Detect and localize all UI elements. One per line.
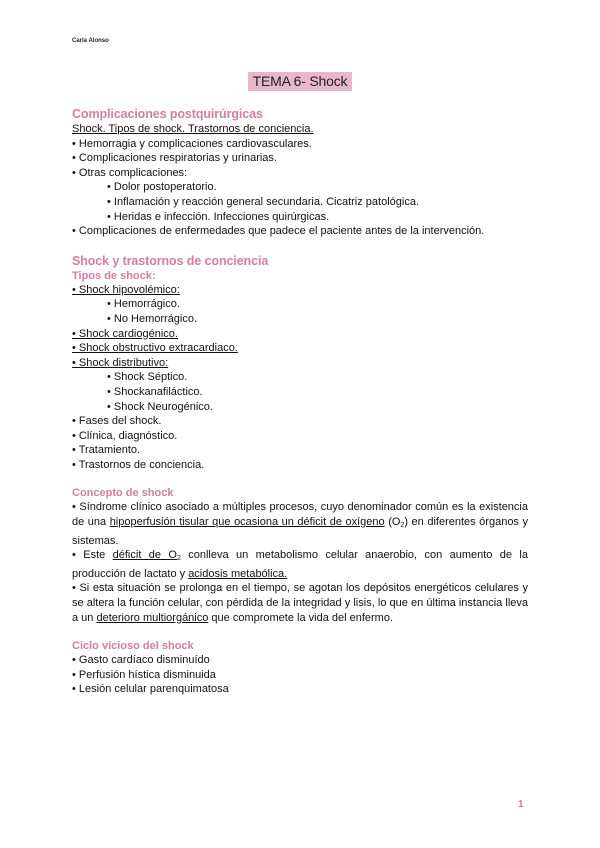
page-number: 1 bbox=[518, 799, 524, 810]
section-heading-shock-trastornos: Shock y trastornos de conciencia bbox=[72, 253, 269, 268]
document-body bbox=[72, 107, 528, 697]
list-item: • Trastornos de conciencia. bbox=[72, 458, 205, 471]
list-item-cardiogenico: • Shock cardiogénico. bbox=[72, 327, 178, 340]
text-run-underlined: deterioro multiorgánico bbox=[96, 611, 209, 624]
text-run-underlined: hipoperfusión tisular que ocasiona un déficit de oxígeno bbox=[109, 516, 385, 529]
list-subitem: • No Hemorrágico. bbox=[107, 312, 198, 325]
text-run-underlined: acidosis metabólica. bbox=[188, 567, 288, 580]
list-item: • Hemorragia y complicaciones cardiovasculares. bbox=[72, 137, 312, 150]
text-run: ) bbox=[404, 516, 408, 529]
spacer bbox=[72, 625, 528, 639]
text-run: • Si esta situación se prolonga en el tiempo, se agotan los depósitos energéticos celulares y se altera la función celular, con pérdida de la integridad y lisis, lo que en última instancia lleva a un bbox=[72, 582, 528, 624]
list-item-hipovolemico: • Shock hipovolémico: bbox=[72, 283, 180, 296]
list-item: • Fases del shock. bbox=[72, 415, 162, 428]
section-heading-complicaciones: Complicaciones postquirúrgicas bbox=[72, 107, 263, 121]
section-subheading-shock: Shock. Tipos de shock. Trastornos de conciencia. bbox=[72, 123, 314, 135]
text-run: en diferentes órganos y sistemas. bbox=[72, 516, 528, 547]
paragraph-concepto-1 bbox=[72, 500, 528, 548]
list-subitem: • Hemorrágico. bbox=[107, 298, 180, 311]
text-run: (O bbox=[388, 516, 401, 529]
list-item: • Complicaciones respiratorias y urinarias. bbox=[72, 152, 277, 165]
paragraph-concepto-2 bbox=[72, 548, 528, 581]
subscript: 2 bbox=[176, 555, 181, 563]
spacer bbox=[72, 239, 528, 254]
list-item: • Lesión celular parenquimatosa bbox=[72, 683, 229, 696]
text-run: conlleva un metabolismo celular anaerobio, con aumento de la producción de lactato y bbox=[72, 549, 528, 580]
list-item: • Clínica, diagnóstico. bbox=[72, 429, 178, 442]
list-item: • Tratamiento. bbox=[72, 444, 141, 457]
paragraph-concepto-3 bbox=[72, 581, 528, 625]
section-heading-concepto: Concepto de shock bbox=[72, 487, 174, 500]
text-run: que compromete la vida del enfermo. bbox=[208, 611, 394, 624]
list-subitem: • Dolor postoperatorio. bbox=[107, 181, 217, 194]
list-subitem: • Shockanafiláctico. bbox=[107, 385, 203, 398]
tipos-heading: Tipos de shock: bbox=[72, 269, 156, 282]
subscript: 2 bbox=[400, 522, 405, 530]
list-subitem: • Shock Séptico. bbox=[107, 371, 188, 384]
list-item: • Otras complicaciones: bbox=[72, 166, 188, 179]
list-item: • Perfusión hística disminuida bbox=[72, 668, 216, 681]
text-run: déficit de O bbox=[112, 549, 177, 562]
text-run: • Síndrome clínico asociado a múltiples procesos, cuyo denominador común es la existencia de una bbox=[72, 501, 528, 529]
title-container bbox=[0, 72, 600, 91]
section-heading-ciclo: Ciclo vicioso del shock bbox=[72, 640, 194, 653]
spacer bbox=[72, 472, 528, 486]
list-item-distributivo: • Shock distributivo: bbox=[72, 356, 169, 369]
list-subitem: • Heridas e infección. Infecciones quirúrgicas. bbox=[107, 210, 330, 223]
page-title: TEMA 6- Shock bbox=[248, 72, 353, 91]
list-item: • Gasto cardíaco disminuído bbox=[72, 654, 210, 667]
list-subitem: • Inflamación y reacción general secundaria. Cicatriz patológica. bbox=[107, 195, 420, 208]
author-name: Carla Alonso bbox=[72, 38, 109, 44]
text-run: • Este bbox=[72, 549, 113, 562]
list-item-obstructivo: • Shock obstructivo extracardiaco. bbox=[72, 342, 238, 355]
list-subitem: • Shock Neurogénico. bbox=[107, 400, 213, 413]
list-item: • Complicaciones de enfermedades que padece el paciente antes de la intervención. bbox=[72, 225, 485, 238]
text-run-underlined bbox=[113, 549, 181, 561]
